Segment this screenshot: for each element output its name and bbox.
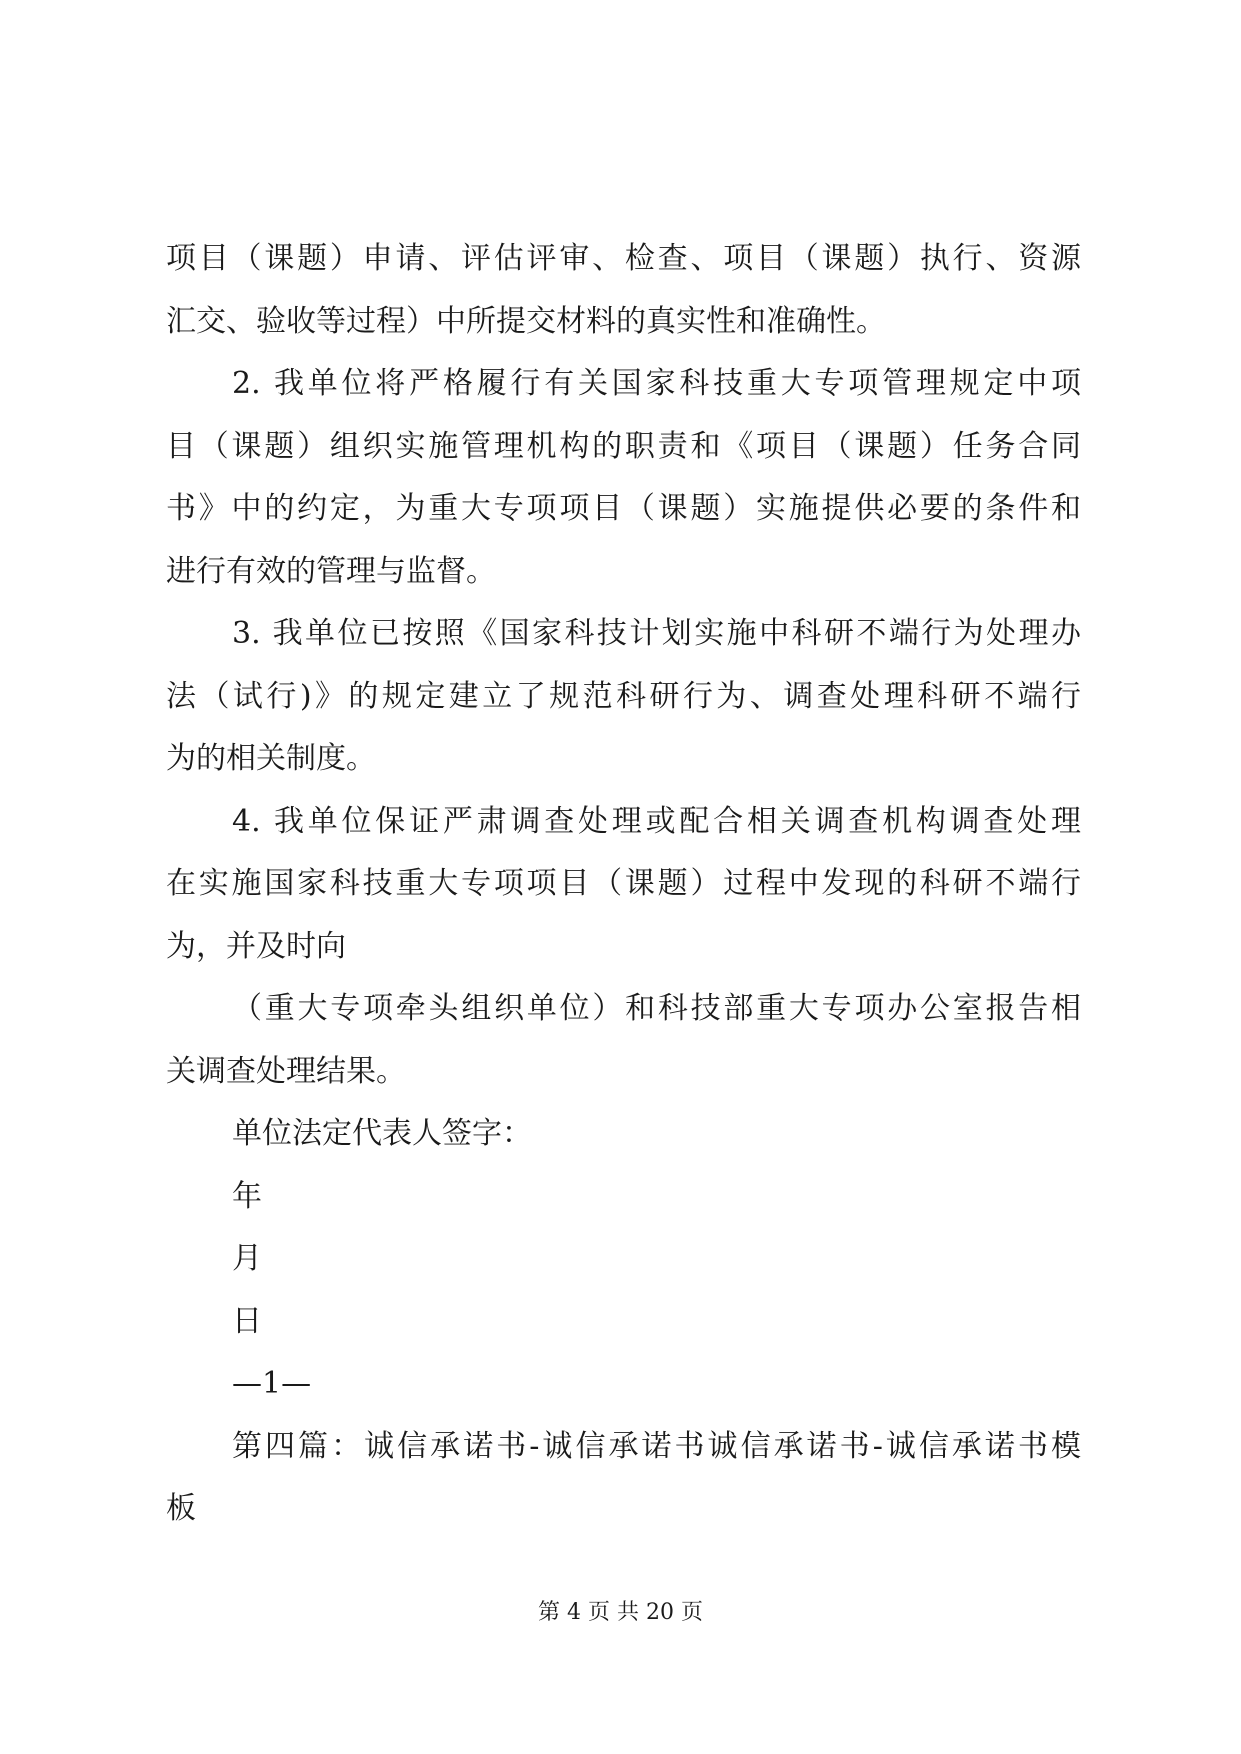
text-line: 进行有效的管理与监督。 [166, 553, 496, 589]
date-year-label: 年 [232, 1178, 262, 1214]
text-line: 目（课题）组织实施管理机构的职责和《项目（课题）任务合同 [166, 428, 1081, 464]
section-heading: 第四篇：诚信承诺书-诚信承诺书诚信承诺书-诚信承诺书模 [232, 1428, 1081, 1464]
page-footer: 第 4 页 共 20 页 [538, 1600, 703, 1625]
text-line: 项目（课题）申请、评估评审、检查、项目（课题）执行、资源 [166, 241, 1081, 276]
text-line: 2. 我单位将严格履行有关国家科技重大专项管理规定中项 [232, 366, 1081, 401]
signature-label: 单位法定代表人签字： [232, 1116, 532, 1151]
inner-page-number: —1— [232, 1366, 312, 1401]
text-line: 为的相关制度。 [166, 741, 376, 776]
text-line: 为，并及时向 [166, 928, 346, 964]
text-line: 书》中的约定，为重大专项项目（课题）实施提供必要的条件和 [166, 491, 1081, 526]
text-line: 4. 我单位保证严肃调查处理或配合相关调查机构调查处理 [232, 803, 1081, 839]
date-month-label: 月 [232, 1241, 262, 1276]
text-line: 法（试行)》的规定建立了规范科研行为、调查处理科研不端行 [166, 678, 1081, 714]
document-body [166, 228, 1081, 1541]
section-heading-continuation: 板 [166, 1491, 196, 1526]
text-line: 3. 我单位已按照《国家科技计划实施中科研不端行为处理办 [232, 616, 1081, 651]
text-line: （重大专项牵头组织单位）和科技部重大专项办公室报告相 [232, 991, 1081, 1026]
text-line: 汇交、验收等过程）中所提交材料的真实性和准确性。 [166, 303, 886, 339]
date-day-label: 日 [232, 1303, 262, 1339]
text-line: 关调查处理结果。 [166, 1053, 406, 1089]
text-line: 在实施国家科技重大专项项目（课题）过程中发现的科研不端行 [166, 866, 1081, 901]
